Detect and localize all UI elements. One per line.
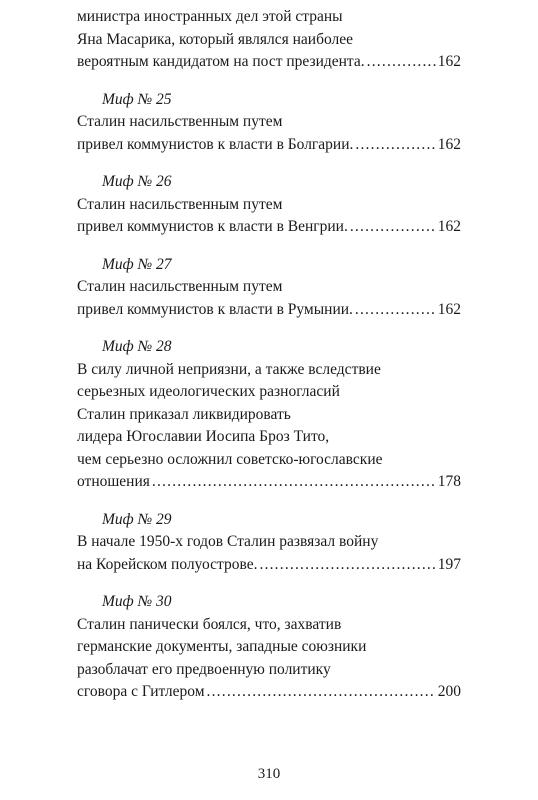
entry-last-line bbox=[77, 134, 461, 157]
dot-leader bbox=[355, 299, 436, 322]
entry-last-line bbox=[77, 299, 461, 322]
entry-last-line bbox=[77, 51, 461, 74]
page-number: 310 bbox=[257, 766, 281, 782]
entry-last-line bbox=[77, 471, 461, 494]
entry-page-number: 162 bbox=[437, 300, 461, 318]
entry-page-number: 162 bbox=[437, 135, 461, 153]
entry-text-line: Яна Масарика, который являлся наиболее bbox=[77, 30, 354, 48]
dot-leader bbox=[152, 471, 436, 494]
dot-leader bbox=[355, 134, 435, 157]
myth-heading: Миф № 25 bbox=[102, 90, 172, 108]
myth-heading: Миф № 29 bbox=[102, 510, 172, 528]
entry-page-number: 162 bbox=[437, 218, 461, 235]
entry-text-line: на Корейском полуострове. bbox=[77, 555, 258, 573]
myth-heading: Миф № 26 bbox=[102, 173, 172, 190]
dot-leader bbox=[259, 554, 435, 577]
entry-text-line: Сталин приказал ликвидировать bbox=[77, 405, 291, 423]
entry-text-line: сговора с Гитлером bbox=[77, 683, 205, 700]
entry-text-line: Сталин насильственным путем bbox=[77, 195, 283, 213]
toc-entry bbox=[77, 254, 461, 322]
entry-text-line: разоблачат его предвоенную политику bbox=[77, 660, 331, 678]
entry-text-line: серьезных идеологических разногласий bbox=[77, 383, 340, 400]
entry-page-number: 162 bbox=[437, 53, 461, 70]
entry-last-line bbox=[77, 681, 461, 704]
toc-entry bbox=[77, 6, 461, 74]
toc-entry bbox=[77, 89, 461, 157]
dot-leader bbox=[207, 681, 436, 704]
dot-leader bbox=[350, 216, 436, 239]
entry-text-line: В начале 1950-х годов Сталин развязал войну bbox=[77, 533, 379, 550]
entry-text-line: министра иностранных дел этой страны bbox=[77, 8, 343, 25]
entry-page-number: 200 bbox=[437, 683, 461, 700]
entry-text-line: германские документы, западные союзники bbox=[77, 638, 367, 655]
toc-entry bbox=[77, 336, 461, 494]
entry-text-line: чем серьезно осложнил советско-югославские bbox=[77, 450, 383, 468]
entry-last-line bbox=[77, 554, 461, 577]
entry-text-line: лидера Югославии Иосипа Броз Тито, bbox=[77, 428, 330, 445]
entry-page-number: 197 bbox=[437, 555, 461, 573]
entry-page-number: 178 bbox=[437, 473, 461, 490]
entry-text-line: Сталин панически боялся, что, захватив bbox=[77, 615, 342, 633]
entry-last-line bbox=[77, 216, 461, 239]
entry-text-line: отношения bbox=[77, 473, 150, 490]
entry-text-line: привел коммунистов к власти в Болгарии. bbox=[77, 135, 354, 153]
toc-entry bbox=[77, 509, 461, 577]
entry-text-line: Сталин насильственным путем bbox=[77, 113, 283, 130]
myth-heading: Миф № 27 bbox=[102, 255, 172, 273]
entry-text-line: Сталин насильственным путем bbox=[77, 278, 283, 295]
entry-text-line: вероятным кандидатом на пост президента. bbox=[77, 53, 365, 70]
myth-heading: Миф № 30 bbox=[102, 593, 172, 610]
entry-text-line: привел коммунистов к власти в Венгрии. bbox=[77, 218, 348, 235]
toc-entry bbox=[77, 591, 461, 704]
table-of-contents bbox=[77, 6, 461, 704]
entry-text-line: привел коммунистов к власти в Румынии. bbox=[77, 300, 353, 318]
myth-heading: Миф № 28 bbox=[102, 338, 172, 355]
entry-text-line: В силу личной неприязни, а также вследствие bbox=[77, 360, 381, 378]
dot-leader bbox=[367, 51, 436, 74]
toc-entry bbox=[77, 171, 461, 239]
